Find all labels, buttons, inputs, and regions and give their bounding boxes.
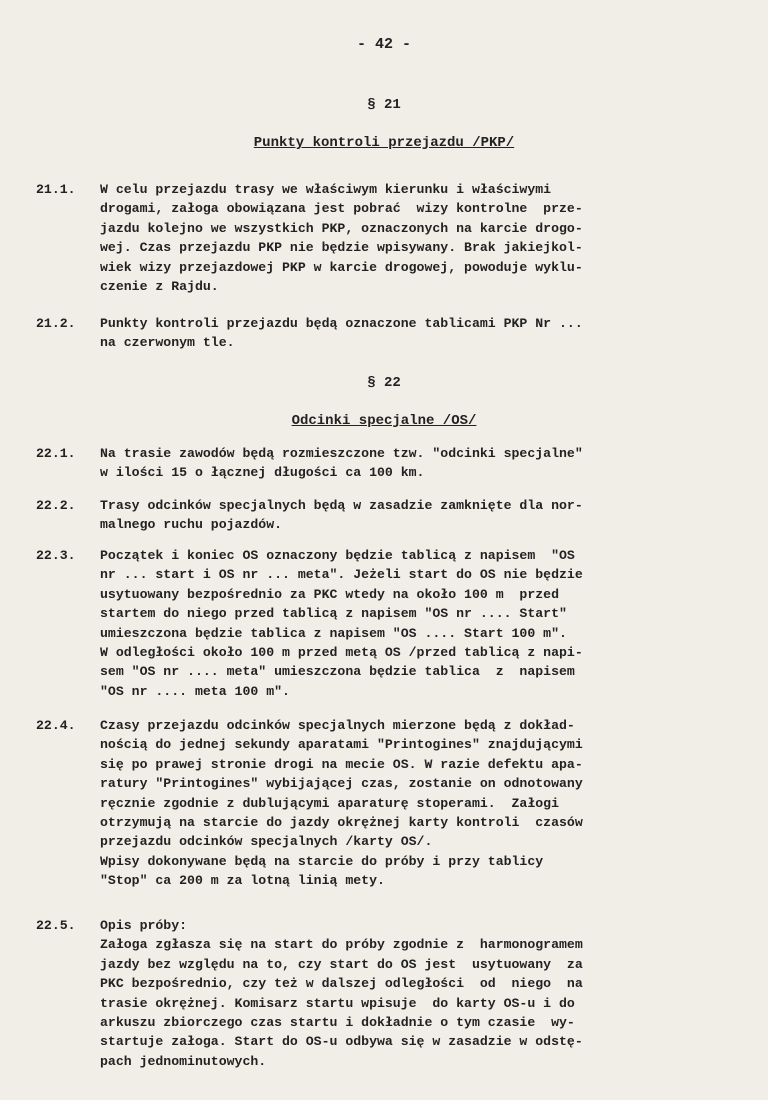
paragraph-body: Trasy odcinków specjalnych będą w zasadzie zamknięte dla nor- malnego ruchu pojazdów. [100, 498, 583, 533]
paragraph [36, 716, 748, 891]
paragraph-number: 21.2. [36, 316, 76, 331]
paragraph-number: 22.1. [36, 446, 76, 461]
paragraph [36, 314, 748, 353]
paragraph-body: W celu przejazdu trasy we właściwym kierunku i właściwymi drogami, załoga obowiązana jest pobrać wizy kontrolne prze- jazdu kolejno we wszystkich PKP, oznaczonych na karcie drogo- wej. Czas przejazdu PKP nie będzie wpisywany. Brak jakiejkol- wiek wizy przejazdowej PKP w karcie drogowej, powoduje wyklu- czenie z Rajdu. [100, 182, 583, 295]
section-number: § 21 [367, 97, 401, 113]
paragraph-body: Początek i koniec OS oznaczony będzie tablicą z napisem "OS nr ... start i OS nr ... meta". Jeżeli start do OS nie będzie usytuowany bezpośrednio za PKC wtedy na około 100 m przed startem do niego przed tablicą z napisem "OS nr .... Start" umieszczona będzie tablica z napisem "OS .... Start 100 m". W odległości około 100 m przed metą OS /przed tablicą z napi- sem "OS nr .... meta" umieszczona będzie tablica z napisem "OS nr .... meta 100 m". [100, 548, 583, 699]
paragraph-body: Na trasie zawodów będą rozmieszczone tzw. "odcinki specjalne" w ilości 15 o łącznej długości ca 100 km. [100, 446, 583, 481]
paragraph-number: 21.1. [36, 182, 76, 197]
paragraph [36, 496, 748, 535]
paragraph-number: 22.3. [36, 548, 76, 563]
page-number: - 42 - [356, 36, 411, 53]
paragraph-number: 22.4. [36, 718, 76, 733]
paragraph [36, 546, 748, 701]
paragraph [36, 180, 748, 296]
section-number: § 22 [367, 375, 401, 391]
paragraph-number: 22.5. [36, 918, 76, 933]
paragraph-body: Czasy przejazdu odcinków specjalnych mierzone będą z dokład- nością do jednej sekundy aparatami "Printogines" znajdującymi się po prawej stronie drogi na mecie OS. W razie defektu apa- ratury "Printogines" wybijającej czas, zostanie on odnotowany ręcznie zgodnie z dublującymi aparaturę stoperami. Załogi otrzymują na starcie do jazdy okrężnej karty kontroli czasów przejazdu odcinków specjalnych /karty OS/. Wpisy dokonywane będą na starcie do próby i przy tablicy "Stop" ca 200 m za lotną linią mety. [100, 718, 583, 889]
section-title: Odcinki specjalne /OS/ [291, 413, 477, 429]
paragraph-number: 22.2. [36, 498, 76, 513]
paragraph-body: Opis próby: Załoga zgłasza się na start do próby zgodnie z harmonogramem jazdy bez względu na to, czy start do OS jest usytuowany za PKC bezpośrednio, czy też w dalszej odległości od niego na trasie okrężnej. Komisarz startu wpisuje do karty OS-u i do arkuszu zbiorczego czas startu i dokładnie o tym czasie wy- startuje załoga. Start do OS-u odbywa się w zasadzie w odstę- pach jednominutowych. [100, 918, 583, 1069]
paragraph [36, 916, 748, 1071]
section-title: Punkty kontroli przejazdu /PKP/ [253, 135, 515, 151]
paragraph [36, 444, 748, 483]
paragraph-body: Punkty kontroli przejazdu będą oznaczone tablicami PKP Nr ... na czerwonym tle. [100, 316, 583, 351]
